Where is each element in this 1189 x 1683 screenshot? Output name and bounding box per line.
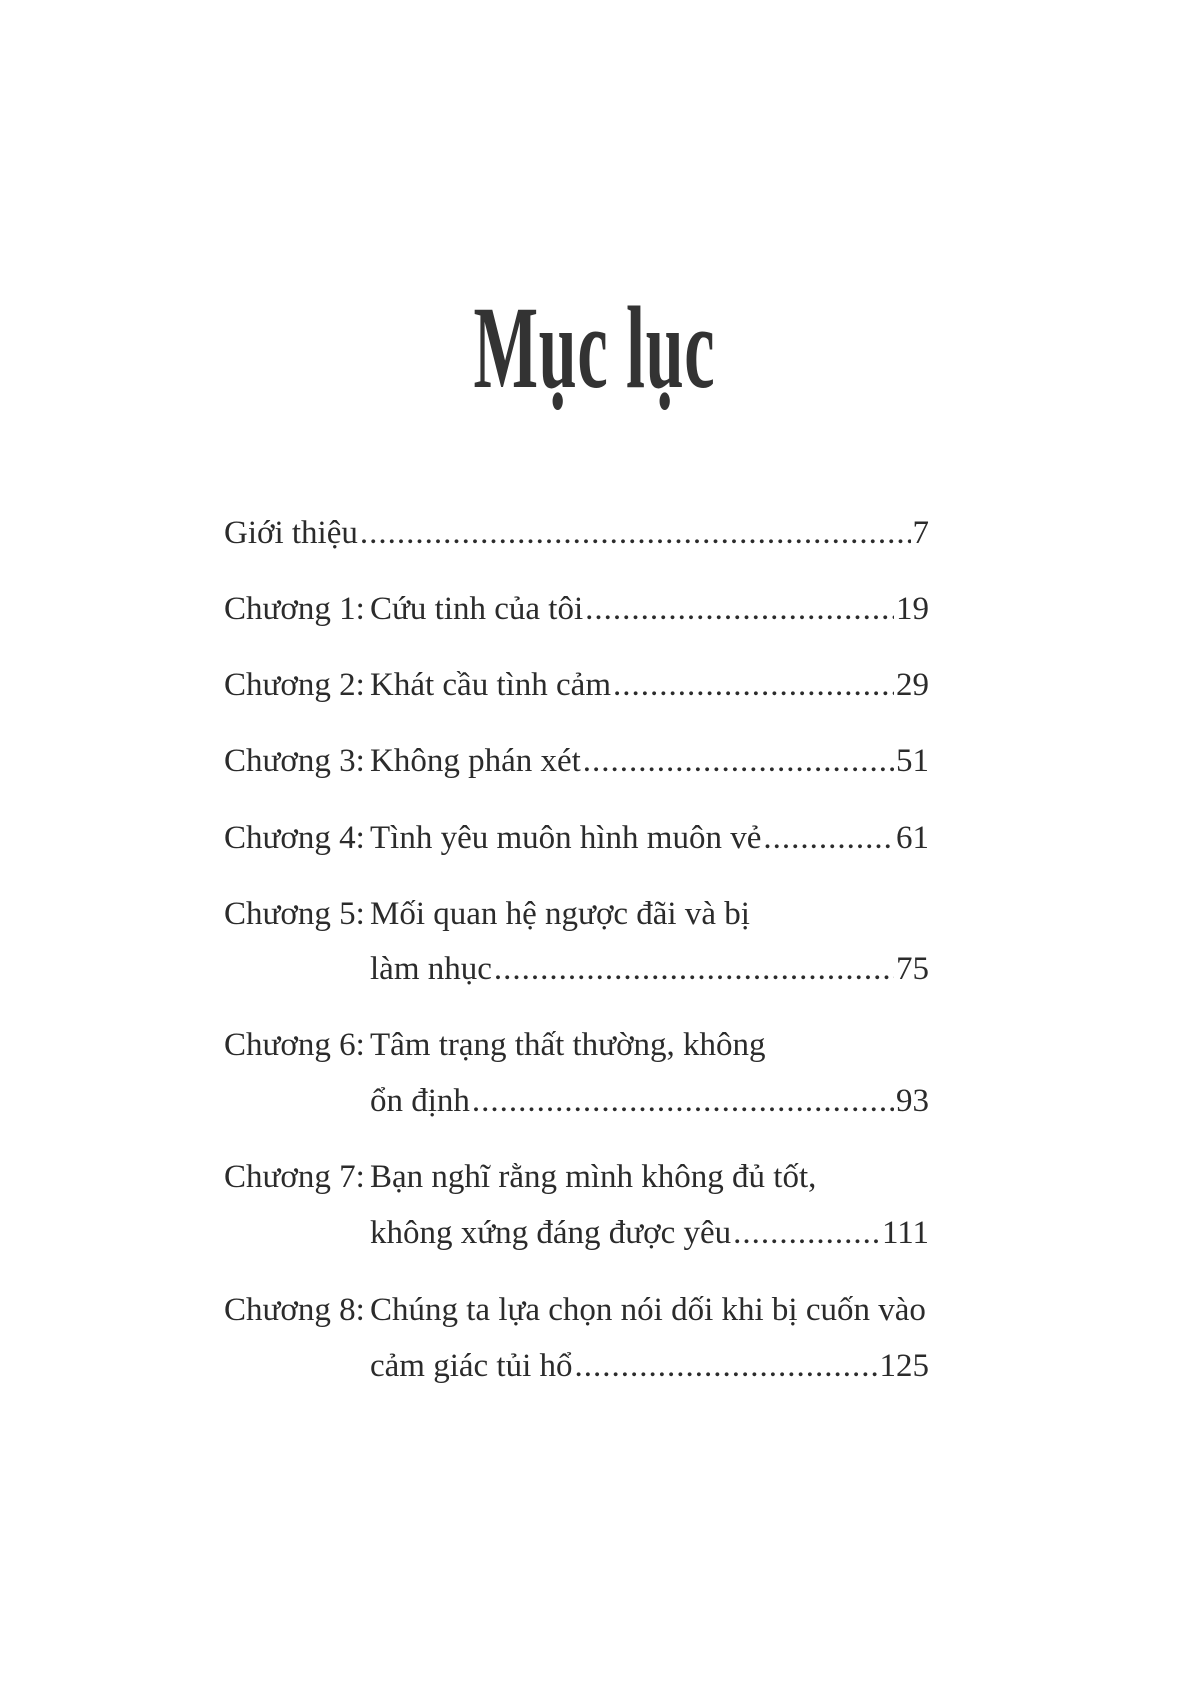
- entry-title-line-2: làm nhục: [370, 951, 492, 987]
- entry-title-line-1: Tâm trạng thất thường, không: [370, 1027, 766, 1063]
- entry-title-line-2: cảm giác tủi hổ: [370, 1348, 573, 1384]
- entry-title: Giới thiệu: [224, 515, 358, 551]
- toc-entry-intro[interactable]: [224, 513, 929, 553]
- toc-entry-chapter-7-cont[interactable]: [224, 1213, 929, 1253]
- entry-title-line-2: ổn định: [370, 1083, 470, 1119]
- toc-entry-chapter-6[interactable]: [224, 1025, 929, 1065]
- dot-leader: [360, 513, 911, 553]
- page-number: 111: [881, 1215, 929, 1251]
- entry-title: Cứu tinh của tôi: [370, 591, 584, 627]
- toc-entry-chapter-3[interactable]: [224, 741, 929, 781]
- chapter-label: Chương 8:: [224, 1292, 365, 1328]
- page-number: 51: [896, 743, 929, 779]
- page-number: 75: [896, 951, 929, 987]
- page-number: 61: [896, 820, 929, 856]
- page-number: 125: [879, 1348, 929, 1384]
- entry-title: Tình yêu muôn hình muôn vẻ: [370, 820, 762, 856]
- page-title-text: Mục lục: [473, 282, 716, 413]
- dot-leader: [583, 741, 894, 781]
- page-number: 7: [912, 515, 929, 551]
- entry-title-line-1: Bạn nghĩ rằng mình không đủ tốt,: [370, 1159, 817, 1195]
- dot-leader: [472, 1081, 894, 1121]
- dot-leader: [763, 818, 894, 858]
- page-number: 29: [896, 667, 929, 703]
- toc-entry-chapter-5-cont[interactable]: [224, 949, 929, 989]
- toc-entry-chapter-8-cont[interactable]: [224, 1346, 929, 1386]
- entry-title-line-1: Chúng ta lựa chọn nói dối khi bị cuốn vào: [370, 1292, 926, 1328]
- entry-title: Khát cầu tình cảm: [370, 667, 611, 703]
- entry-title: Không phán xét: [370, 743, 581, 779]
- toc-entry-chapter-5[interactable]: [224, 894, 929, 934]
- toc-entry-chapter-1[interactable]: [224, 589, 929, 629]
- chapter-label: Chương 1:: [224, 591, 365, 627]
- dot-leader: [613, 665, 894, 705]
- dot-leader: [733, 1213, 880, 1253]
- chapter-label: Chương 5:: [224, 896, 365, 932]
- chapter-label: Chương 3:: [224, 743, 365, 779]
- entry-title-line-1: Mối quan hệ ngược đãi và bị: [370, 896, 750, 932]
- page-title: [0, 280, 1189, 416]
- dot-leader: [575, 1346, 878, 1386]
- dot-leader: [585, 589, 894, 629]
- entry-title-line-2: không xứng đáng được yêu: [370, 1215, 732, 1251]
- toc-entry-chapter-4[interactable]: [224, 818, 929, 858]
- toc-entry-chapter-8[interactable]: [224, 1290, 929, 1330]
- chapter-label: Chương 6:: [224, 1027, 365, 1063]
- chapter-label: Chương 2:: [224, 667, 365, 703]
- page-number: 19: [896, 591, 929, 627]
- page-number: 93: [896, 1083, 929, 1119]
- toc-entry-chapter-2[interactable]: [224, 665, 929, 705]
- toc-entry-chapter-7[interactable]: [224, 1157, 929, 1197]
- dot-leader: [494, 949, 894, 989]
- chapter-label: Chương 4:: [224, 820, 365, 856]
- chapter-label: Chương 7:: [224, 1159, 365, 1195]
- toc-entry-chapter-6-cont[interactable]: [224, 1081, 929, 1121]
